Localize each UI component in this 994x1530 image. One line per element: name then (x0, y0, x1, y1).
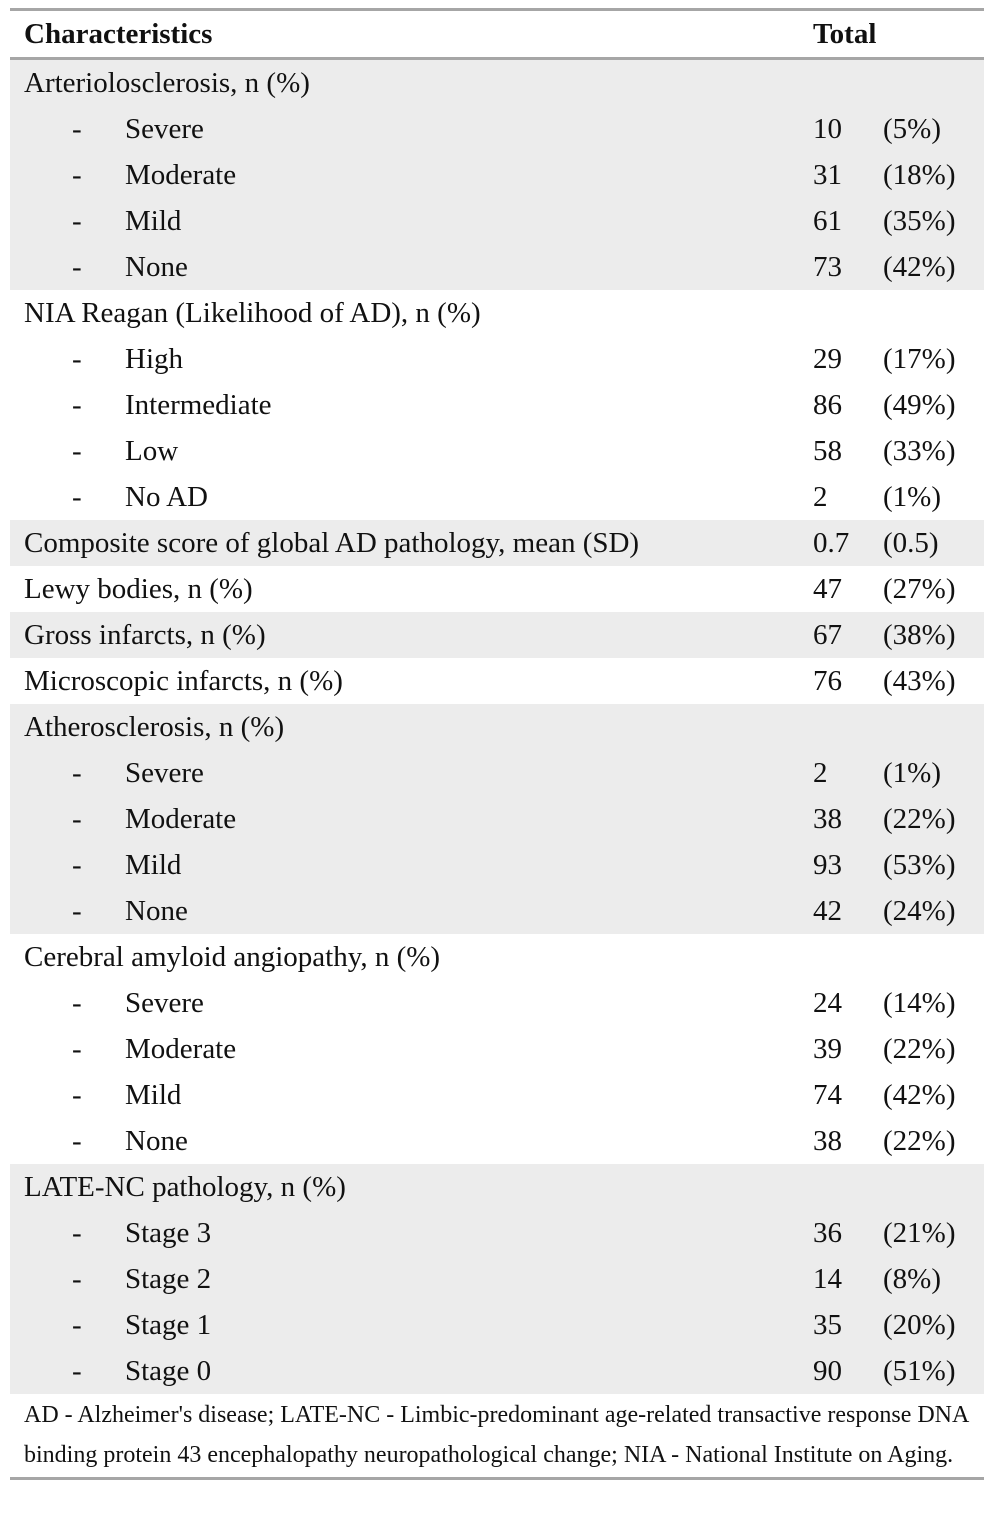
group-title: LATE-NC pathology, n (%) (24, 1170, 346, 1203)
group-title-row (10, 704, 984, 750)
value-pct: (17%) (883, 342, 956, 375)
value-n: 14 (813, 1262, 842, 1295)
group-title-row (10, 520, 984, 566)
row-label: Stage 1 (125, 1308, 212, 1341)
value-pct: (22%) (883, 1032, 956, 1065)
row-label: No AD (125, 480, 208, 513)
dash-marker: - (72, 1032, 82, 1065)
value-pct: (38%) (883, 618, 956, 651)
row-label: Severe (125, 112, 204, 145)
dash-marker: - (72, 1262, 82, 1295)
row-label-cell (10, 757, 813, 790)
dash-marker: - (72, 986, 82, 1019)
group-title: Arteriolosclerosis, n (%) (24, 66, 310, 99)
value-n: 10 (813, 112, 842, 145)
group-title-row (10, 566, 984, 612)
table-group (10, 704, 984, 934)
row-label: Moderate (125, 1032, 237, 1065)
row-label-cell (10, 113, 813, 146)
value-pct: (1%) (883, 756, 941, 789)
table-row (10, 1072, 984, 1118)
value-n: 0.7 (813, 526, 850, 559)
value-pct: (49%) (883, 388, 956, 421)
table-body (10, 60, 984, 1394)
row-label-cell (10, 1033, 813, 1066)
table-row (10, 198, 984, 244)
row-label-cell (10, 389, 813, 422)
row-label-cell (10, 895, 813, 928)
group-title: NIA Reagan (Likelihood of AD), n (%) (24, 296, 481, 329)
value-pct: (51%) (883, 1354, 956, 1387)
row-label-cell (10, 1217, 813, 1250)
row-label-cell (10, 1079, 813, 1112)
row-label: Moderate (125, 158, 237, 191)
dash-marker: - (72, 1124, 82, 1157)
group-title: Gross infarcts, n (%) (24, 618, 266, 651)
table-row (10, 796, 984, 842)
group-title: Atherosclerosis, n (%) (24, 710, 285, 743)
value-n: 93 (813, 848, 842, 881)
value-n: 31 (813, 158, 842, 191)
value-n: 39 (813, 1032, 842, 1065)
group-title-row (10, 1164, 984, 1210)
value-n: 76 (813, 664, 842, 697)
row-label: None (125, 250, 188, 283)
value-pct: (42%) (883, 1078, 956, 1111)
row-label: High (125, 342, 183, 375)
group-title: Cerebral amyloid angiopathy, n (%) (24, 940, 441, 973)
row-label: Low (125, 434, 179, 467)
value-pct: (0.5) (883, 526, 939, 559)
table-row (10, 382, 984, 428)
row-label-cell (10, 159, 813, 192)
value-n: 90 (813, 1354, 842, 1387)
dash-marker: - (72, 756, 82, 789)
value-n: 2 (813, 756, 828, 789)
header-characteristics: Characteristics (24, 17, 213, 50)
group-title-row (10, 934, 984, 980)
dash-marker: - (72, 894, 82, 927)
table-group (10, 290, 984, 520)
value-pct: (14%) (883, 986, 956, 1019)
table-row (10, 244, 984, 290)
table-group (10, 60, 984, 290)
row-label: Intermediate (125, 388, 272, 421)
dash-marker: - (72, 1078, 82, 1111)
table-row (10, 1256, 984, 1302)
value-n: 38 (813, 802, 842, 835)
row-label: Severe (125, 986, 204, 1019)
row-label-cell (10, 1355, 813, 1388)
characteristics-table (10, 8, 984, 1480)
value-n: 74 (813, 1078, 842, 1111)
dash-marker: - (72, 250, 82, 283)
dash-marker: - (72, 848, 82, 881)
table-row (10, 474, 984, 520)
table-row (10, 1348, 984, 1394)
row-label: Mild (125, 204, 182, 237)
table-row (10, 428, 984, 474)
row-label-cell (10, 251, 813, 284)
row-label: Moderate (125, 802, 237, 835)
row-label-cell (10, 481, 813, 514)
table-row (10, 152, 984, 198)
value-n: 67 (813, 618, 842, 651)
table-group (10, 1164, 984, 1394)
row-label: Severe (125, 756, 204, 789)
dash-marker: - (72, 802, 82, 835)
row-label: Stage 3 (125, 1216, 212, 1249)
table-row (10, 1118, 984, 1164)
row-label-cell (10, 1125, 813, 1158)
table-row (10, 750, 984, 796)
table-group (10, 934, 984, 1164)
value-pct: (21%) (883, 1216, 956, 1249)
value-pct: (53%) (883, 848, 956, 881)
row-label-cell (10, 343, 813, 376)
table-group (10, 520, 984, 566)
dash-marker: - (72, 158, 82, 191)
value-n: 58 (813, 434, 842, 467)
group-title: Microscopic infarcts, n (%) (24, 664, 343, 697)
dash-marker: - (72, 1354, 82, 1387)
value-pct: (5%) (883, 112, 941, 145)
row-label-cell (10, 205, 813, 238)
row-label: None (125, 894, 188, 927)
value-n: 86 (813, 388, 842, 421)
row-label: Stage 0 (125, 1354, 212, 1387)
value-pct: (27%) (883, 572, 956, 605)
value-n: 73 (813, 250, 842, 283)
group-title: Lewy bodies, n (%) (24, 572, 253, 605)
table-row (10, 888, 984, 934)
value-pct: (24%) (883, 894, 956, 927)
row-label-cell (10, 1309, 813, 1342)
value-n: 29 (813, 342, 842, 375)
row-label: None (125, 1124, 188, 1157)
group-title-row (10, 612, 984, 658)
value-n: 36 (813, 1216, 842, 1249)
group-title: Composite score of global AD pathology, mean (SD) (24, 526, 640, 559)
group-title-row (10, 60, 984, 106)
table-row (10, 1210, 984, 1256)
header-total: Total (813, 17, 877, 50)
row-label-cell (10, 803, 813, 836)
value-n: 2 (813, 480, 828, 513)
table-group (10, 566, 984, 612)
value-pct: (8%) (883, 1262, 941, 1295)
value-n: 38 (813, 1124, 842, 1157)
table-group (10, 658, 984, 704)
value-n: 42 (813, 894, 842, 927)
table-row (10, 336, 984, 382)
dash-marker: - (72, 388, 82, 421)
value-n: 47 (813, 572, 842, 605)
table-row (10, 106, 984, 152)
value-pct: (20%) (883, 1308, 956, 1341)
table-row (10, 980, 984, 1026)
row-label-cell (10, 435, 813, 468)
dash-marker: - (72, 434, 82, 467)
value-pct: (35%) (883, 204, 956, 237)
footnote: AD - Alzheimer's disease; LATE-NC - Limbic-predominant age-related transactive response DNA binding protein 43 encephalopathy neuropathological change; NIA - National Institute on Aging. (10, 1395, 984, 1480)
dash-marker: - (72, 112, 82, 145)
group-title-row (10, 290, 984, 336)
row-label-cell (10, 849, 813, 882)
value-pct: (22%) (883, 1124, 956, 1157)
value-pct: (33%) (883, 434, 956, 467)
dash-marker: - (72, 204, 82, 237)
dash-marker: - (72, 480, 82, 513)
row-label-cell (10, 987, 813, 1020)
table-row (10, 1026, 984, 1072)
dash-marker: - (72, 1308, 82, 1341)
row-label: Mild (125, 848, 182, 881)
dash-marker: - (72, 1216, 82, 1249)
group-title-row (10, 658, 984, 704)
value-pct: (18%) (883, 158, 956, 191)
value-pct: (22%) (883, 802, 956, 835)
dash-marker: - (72, 342, 82, 375)
value-n: 61 (813, 204, 842, 237)
table-row (10, 1302, 984, 1348)
row-label-cell (10, 1263, 813, 1296)
table-header (10, 11, 984, 60)
value-pct: (43%) (883, 664, 956, 697)
table-row (10, 842, 984, 888)
table-group (10, 612, 984, 658)
value-n: 24 (813, 986, 842, 1019)
value-n: 35 (813, 1308, 842, 1341)
value-pct: (42%) (883, 250, 956, 283)
row-label: Stage 2 (125, 1262, 212, 1295)
value-pct: (1%) (883, 480, 941, 513)
row-label: Mild (125, 1078, 182, 1111)
